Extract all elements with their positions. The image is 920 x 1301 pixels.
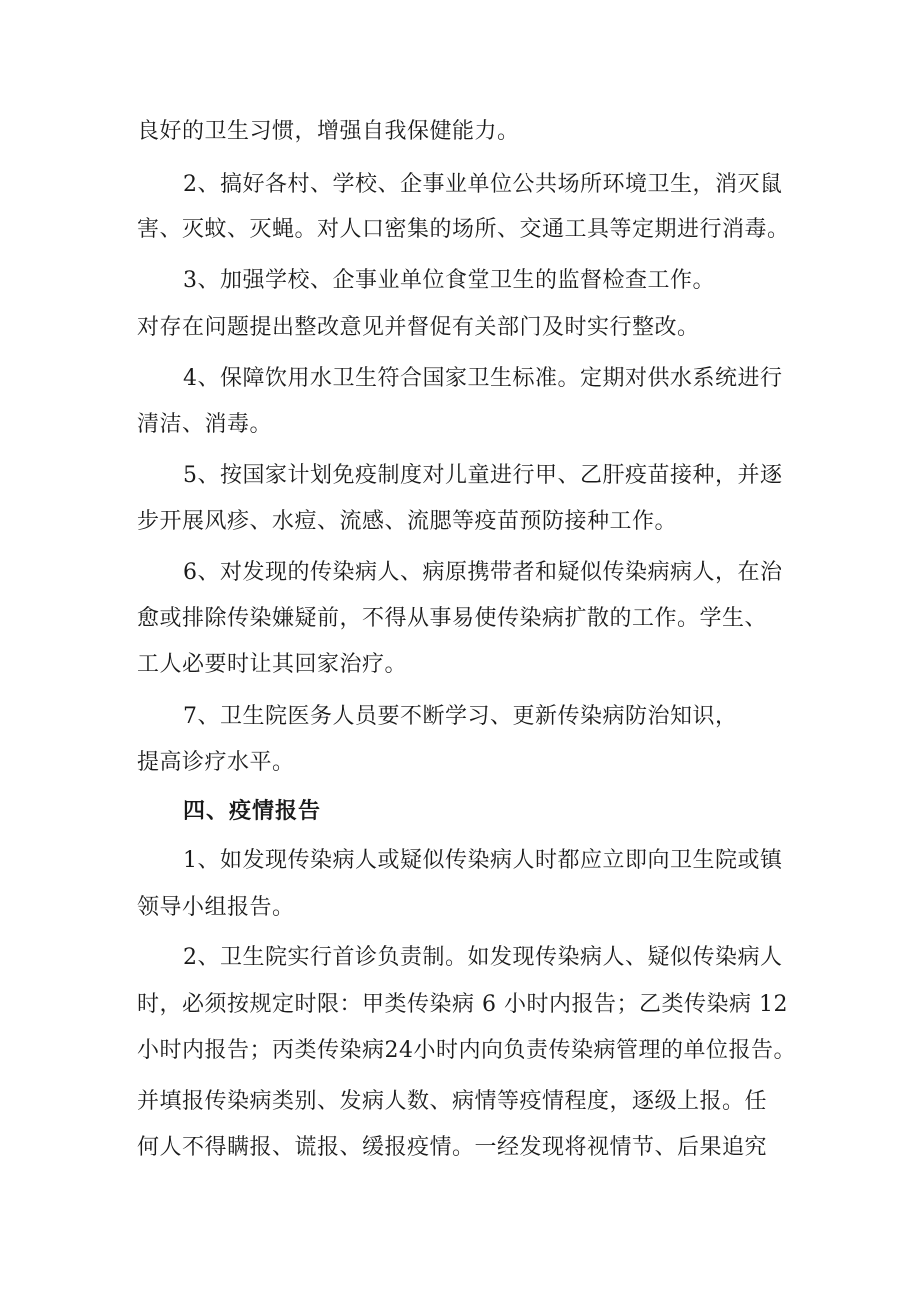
text-line: 步开展风疹、水痘、流感、流腮等疫苗预防接种工作。 bbox=[137, 509, 678, 534]
text-line: 愈或排除传染嫌疑前，不得从事易使传染病扩散的工作。学生、 bbox=[137, 606, 768, 631]
text-line: 6、对发现的传染病人、病原携带者和疑似传染病病人，在治 bbox=[183, 560, 783, 585]
text-line: 对存在问题提出整改意见并督促有关部门及时实行整改。 bbox=[137, 315, 700, 340]
text-line: 7、卫生院医务人员要不断学习、更新传染病防治知识， bbox=[183, 704, 738, 729]
text-line: 良好的卫生习惯，增强自我保健能力。 bbox=[137, 119, 520, 144]
text-line: 3、加强学校、企事业单位食堂卫生的监督检查工作。 bbox=[183, 268, 715, 293]
text-line: 领导小组报告。 bbox=[137, 895, 295, 920]
text-line: 害、灭蚊、灭蝇。对人口密集的场所、交通工具等定期进行消毒。 bbox=[137, 217, 790, 242]
section-heading: 四、疫情报告 bbox=[183, 799, 322, 824]
text-line: 提高诊疗水平。 bbox=[137, 750, 295, 775]
text-line: 4、保障饮用水卫生符合国家卫生标准。定期对供水系统进行 bbox=[183, 366, 783, 391]
text-line: 清洁、消毒。 bbox=[137, 412, 273, 437]
text-line: 工人必要时让其回家治疗。 bbox=[137, 652, 408, 677]
text-line: 时，必须按规定时限：甲类传染病 6 小时内报告；乙类传染病 12 bbox=[137, 992, 788, 1017]
text-line: 1、如发现传染病人或疑似传染病人时都应立即向卫生院或镇 bbox=[183, 848, 783, 873]
text-line: 小时内报告；丙类传染病24小时内向负责传染病管理的单位报告。 bbox=[137, 1038, 796, 1063]
text-line: 2、搞好各村、学校、企事业单位公共场所环境卫生，消灭鼠 bbox=[183, 172, 783, 197]
text-line: 5、按国家计划免疫制度对儿童进行甲、乙肝疫苗接种，并逐 bbox=[183, 463, 783, 488]
text-line: 2、卫生院实行首诊负责制。如发现传染病人、疑似传染病人 bbox=[183, 945, 783, 970]
text-line: 并填报传染病类别、发病人数、病情等疫情程度，逐级上报。任 bbox=[137, 1089, 768, 1114]
text-line: 何人不得瞒报、谎报、缓报疫情。一经发现将视情节、后果追究 bbox=[137, 1135, 768, 1160]
